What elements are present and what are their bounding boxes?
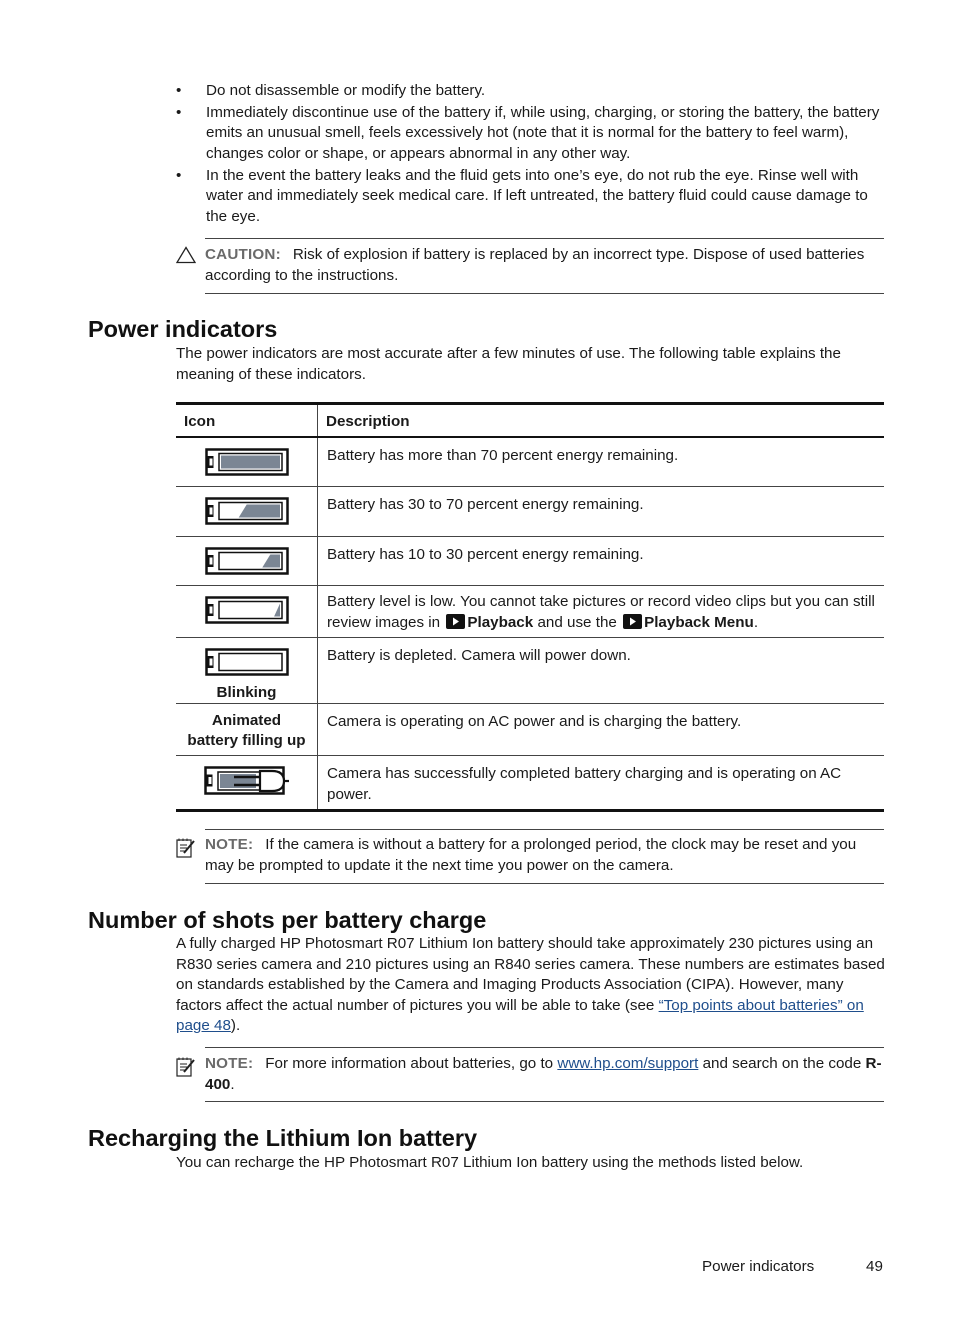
- note-top-rule: [205, 1047, 884, 1048]
- icon-cell: [176, 704, 318, 756]
- animated-label: Animated: [211, 712, 282, 729]
- top-points-link[interactable]: “Top points about batteries” on page 48: [176, 996, 864, 1034]
- icon-cell: [176, 586, 318, 638]
- support-code: R-400: [205, 1055, 882, 1093]
- description-cell: Battery has 30 to 70 percent energy remaining.: [318, 487, 885, 537]
- note-text: If the camera is without a battery for a prolonged period, the clock may be reset and you may be prompted to update it the next time you power on the camera.: [205, 836, 857, 874]
- note-pencil-icon: [176, 838, 196, 858]
- table-row: [176, 487, 884, 537]
- description-cell: Camera is operating on AC power and is charging the battery.: [318, 704, 885, 756]
- battery-level-fill: [274, 604, 280, 617]
- description-cell: Battery is depleted. Camera will power down.: [318, 638, 885, 704]
- table-row: [176, 756, 884, 811]
- footer-section-title: Power indicators: [702, 1258, 815, 1275]
- page-number: 49: [866, 1258, 883, 1275]
- bullet-text: In the event the battery leaks and the fluid gets into one’s eye, do not rub the eye. Rinse well with water and immediately seek medical care. If left untreated, the battery fluid could cause damage to the eye.: [206, 166, 868, 225]
- battery-full-icon: [205, 448, 289, 476]
- note-text-block: [205, 1054, 884, 1095]
- note-box: [176, 829, 884, 884]
- table-row: [176, 537, 884, 586]
- table-row: [176, 586, 884, 638]
- shots-text: A fully charged HP Photosmart R07 Lithium Ion battery should take approximately 230 pictures using an R830 series camera and 210 pictures using an R840 series camera. These numbers are estimates based on standards established by the Camera and Imaging Products Association (CIPA). However, many factors affect the actual number of pictures you will be able to take (see: [176, 935, 885, 1014]
- table-row: [176, 437, 884, 487]
- playback-menu-icon: [623, 614, 642, 629]
- note-bottom-rule: [205, 883, 884, 884]
- bullet-symbol: •: [176, 82, 182, 99]
- description-cell: Battery has more than 70 percent energy remaining.: [318, 437, 885, 487]
- note-box: [176, 1047, 884, 1102]
- shots-text-end: ).: [230, 1017, 241, 1034]
- list-item: [176, 103, 888, 165]
- bullet-symbol: •: [176, 166, 182, 184]
- battery-empty-icon: [205, 648, 289, 676]
- bullet-text: Immediately discontinue use of the battery if, while using, charging, or storing the battery, the battery emits an unusual smell, feels excessively hot (note that it is normal for the battery to feel warm), changes color or shape, or appears abnormal in any other way.: [206, 103, 880, 162]
- description-cell: Camera has successfully completed battery charging and is operating on AC power.: [318, 756, 885, 811]
- battery-level-fill: [238, 505, 279, 518]
- table-header-row: [176, 404, 884, 437]
- battery-ac-plug-icon: [204, 766, 290, 796]
- hp-support-link[interactable]: www.hp.com/support: [557, 1055, 699, 1072]
- caution-bottom-rule: [205, 293, 884, 294]
- battery-low-icon: [205, 596, 289, 624]
- low-battery-text-end: .: [753, 613, 759, 631]
- table-row: [176, 638, 884, 704]
- battery-level-fill: [262, 555, 280, 568]
- caution-box: [176, 238, 884, 294]
- blinking-label: Blinking: [216, 683, 277, 701]
- icon-cell: [176, 437, 318, 487]
- safety-bullet-list: [176, 81, 888, 228]
- caution-triangle-icon: [176, 246, 196, 264]
- filling-up-label: battery filling up: [187, 732, 306, 749]
- note-text: For more information about batteries, go to: [265, 1055, 554, 1072]
- list-item: [176, 166, 888, 228]
- playback-menu-label: Playback Menu: [644, 613, 754, 631]
- playback-label: Playback: [467, 613, 534, 631]
- power-indicators-table: [176, 402, 884, 812]
- bullet-text: Do not disassemble or modify the battery.: [206, 82, 486, 99]
- caution-text: Risk of explosion if battery is replaced by an incorrect type. Dispose of used batteries according to the instructions.: [205, 246, 865, 284]
- battery-level-fill: [221, 455, 280, 468]
- description-cell: Battery has 10 to 30 percent energy remaining.: [318, 537, 885, 586]
- note-text-end: .: [230, 1075, 235, 1093]
- low-battery-text: Battery level is low. You cannot take pictures or record video clips but you can still review images in: [327, 593, 875, 631]
- icon-column-header: Icon: [176, 404, 318, 437]
- caution-top-rule: [205, 238, 884, 239]
- note-text-block: [205, 835, 884, 876]
- power-indicators-intro: The power indicators are most accurate after a few minutes of use. The following table explains the meaning of these indicators.: [176, 345, 841, 383]
- playback-icon: [446, 614, 465, 629]
- shots-heading: Number of shots per battery charge: [88, 907, 487, 933]
- table-row: [176, 704, 884, 756]
- note-bottom-rule: [205, 1101, 884, 1102]
- shots-paragraph: [176, 934, 886, 1037]
- note-top-rule: [205, 829, 884, 830]
- battery-high-icon: [205, 497, 289, 525]
- caution-text-block: [205, 245, 884, 286]
- note-label: NOTE:: [205, 1055, 254, 1072]
- note-label: NOTE:: [205, 836, 254, 853]
- battery-medium-icon: [205, 547, 289, 575]
- icon-cell: [176, 756, 318, 811]
- icon-cell: [176, 537, 318, 586]
- icon-cell: [176, 638, 318, 704]
- recharging-heading: Recharging the Lithium Ion battery: [88, 1125, 478, 1151]
- description-cell: [318, 586, 885, 638]
- note-text-middle: and search on the code: [702, 1055, 862, 1072]
- low-battery-text-middle: and use the: [537, 613, 617, 631]
- description-column-header: Description: [318, 404, 885, 437]
- note-pencil-icon: [176, 1057, 196, 1077]
- recharging-paragraph: You can recharge the HP Photosmart R07 Lithium Ion battery using the methods listed below.: [176, 1154, 804, 1171]
- bullet-symbol: •: [176, 103, 182, 121]
- caution-label: CAUTION:: [205, 246, 281, 263]
- list-item: [176, 81, 888, 102]
- icon-cell: [176, 487, 318, 537]
- power-indicators-heading: Power indicators: [88, 316, 278, 342]
